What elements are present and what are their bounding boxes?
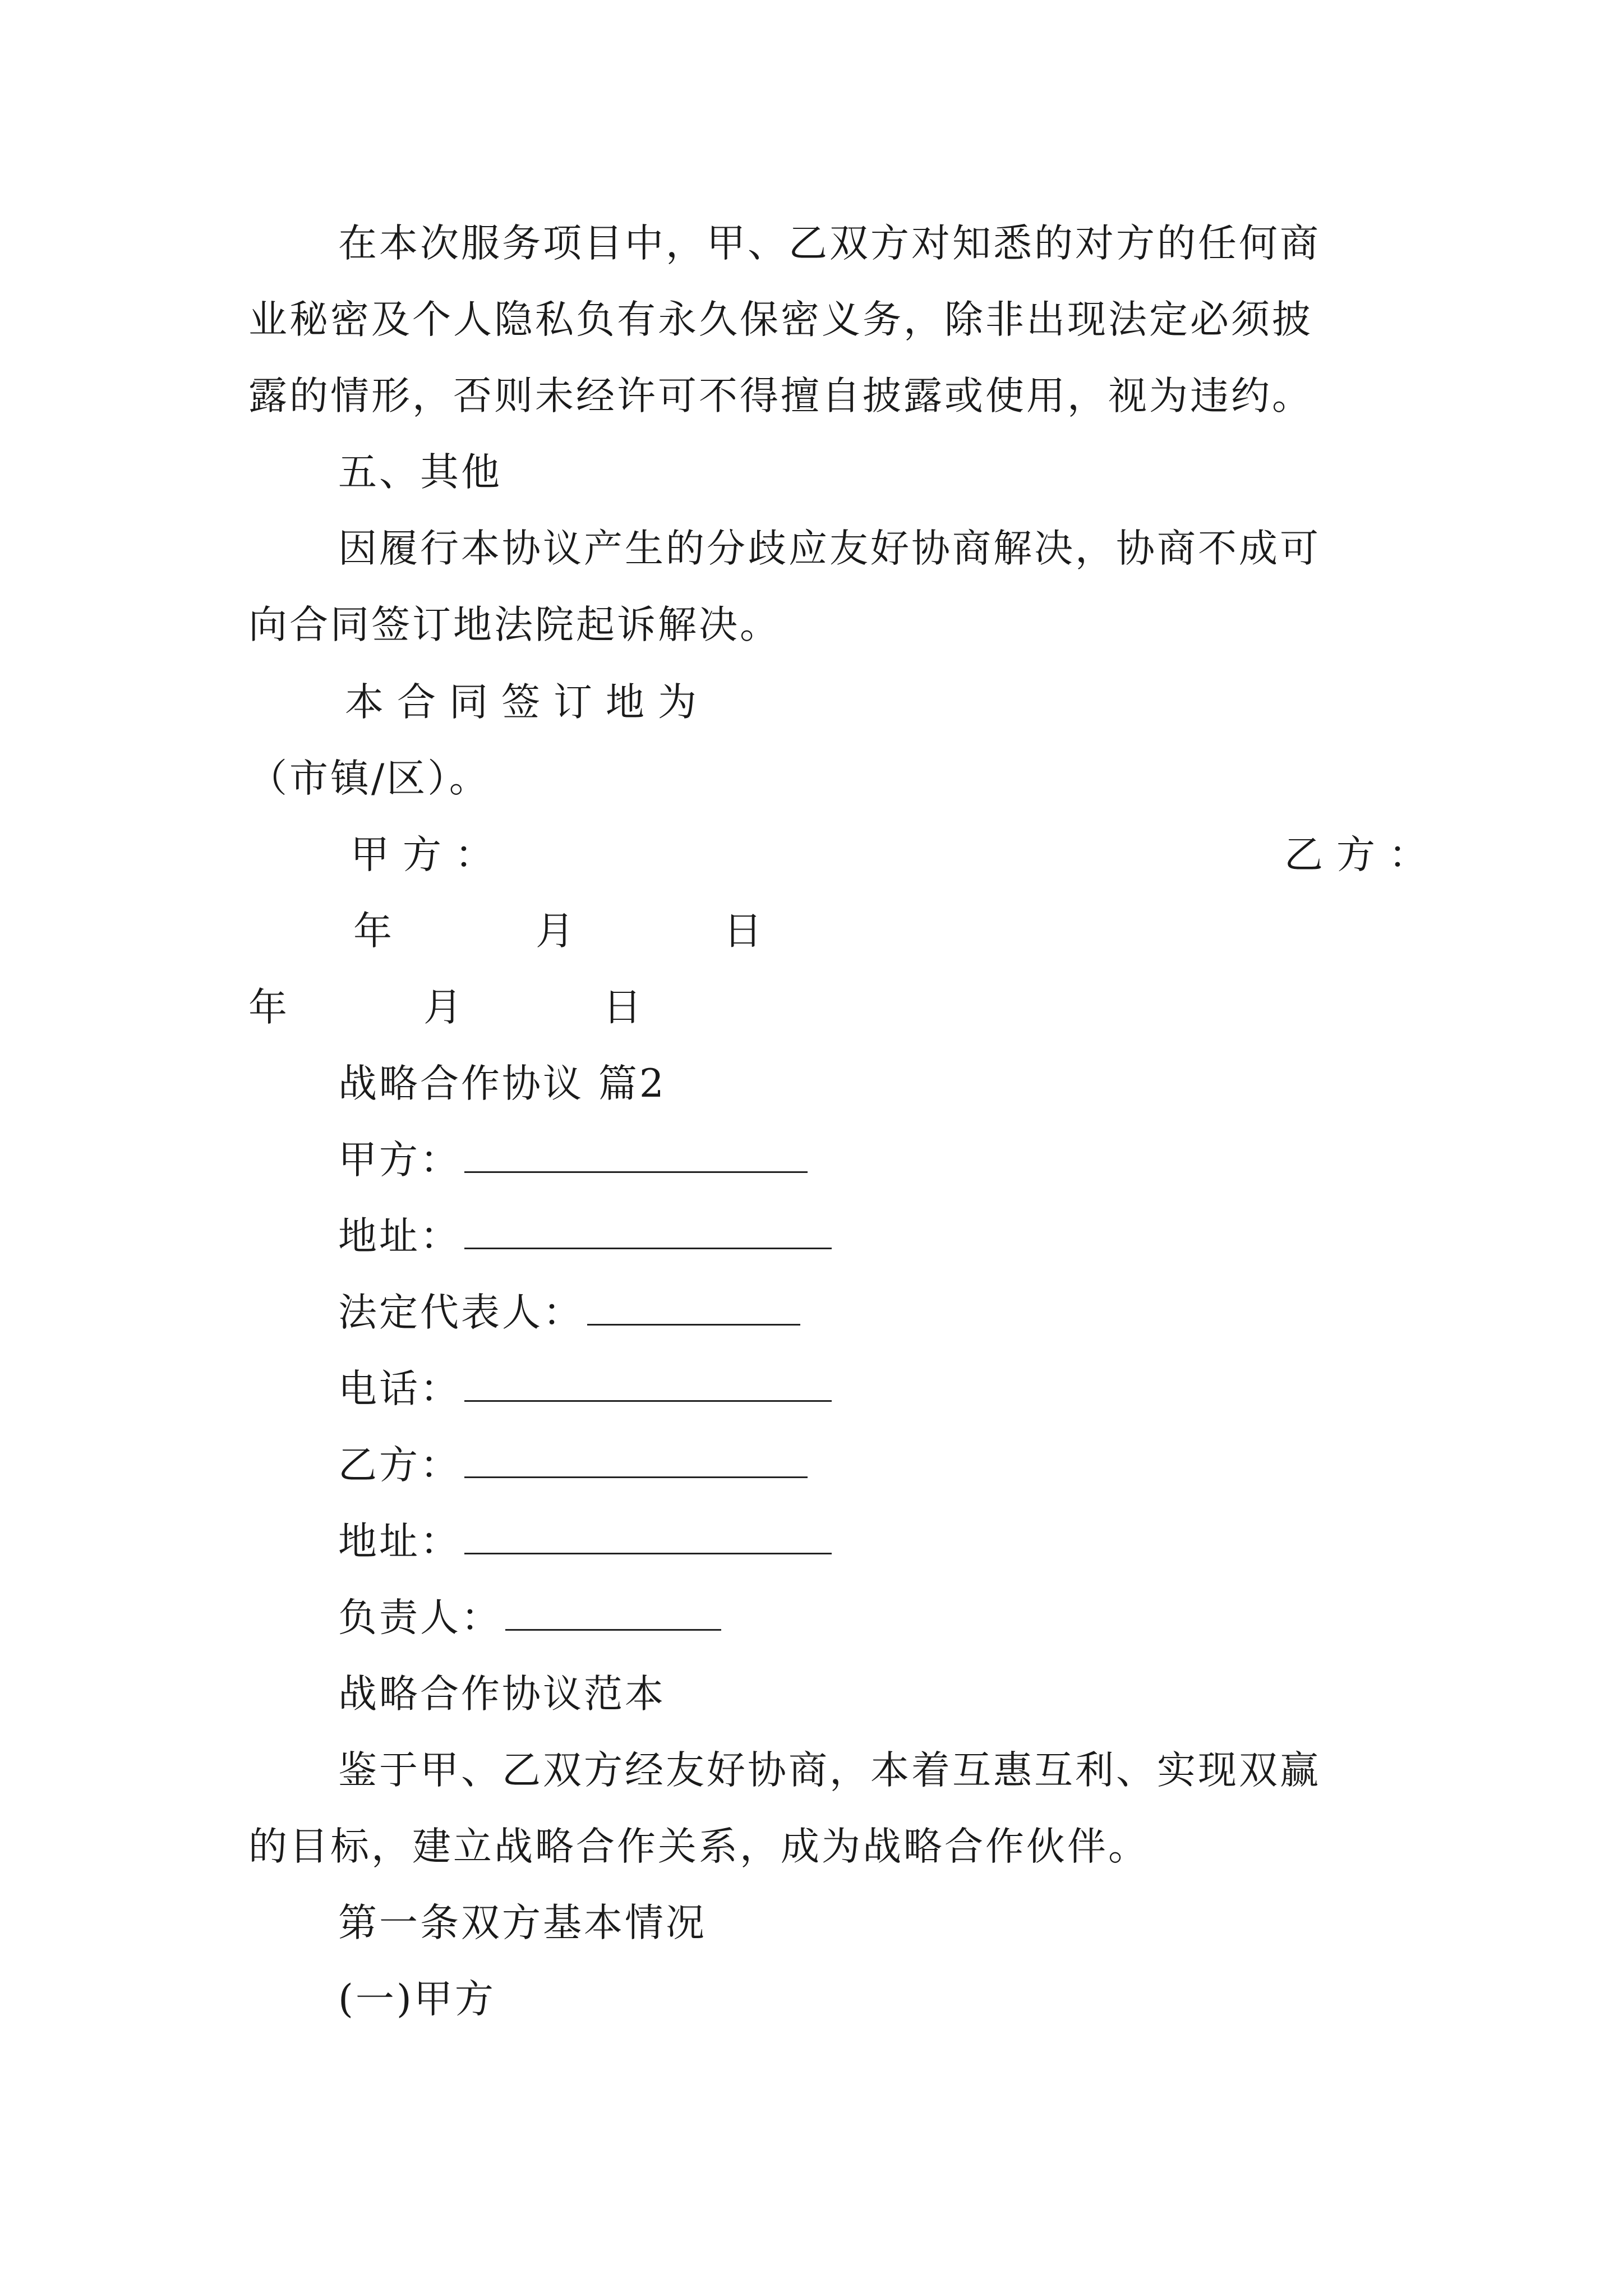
party-a-label: 甲方： [338, 1138, 461, 1182]
date-b-month: 月 [423, 985, 462, 1030]
template-title: 战略合作协议范本 [338, 1672, 666, 1717]
date-b-year: 年 [248, 985, 287, 1030]
party-a-blank-line [464, 1142, 808, 1173]
signing-place-line-1: 本合同签订地为 [345, 680, 710, 725]
date-a-day: 日 [723, 909, 762, 954]
date-b-day: 日 [603, 985, 642, 1030]
section-heading-other: 五、其他 [338, 450, 502, 495]
form-row-person-in-charge [338, 1595, 721, 1640]
paragraph-confidentiality-line-1: 在本次服务项目中，甲、乙双方对知悉的对方的任何商 [338, 221, 1321, 266]
paragraph-confidentiality-line-3: 露的情形，否则未经许可不得擅自披露或使用，视为违约。 [248, 374, 1313, 418]
person-in-charge-blank-line [505, 1600, 721, 1631]
paragraph-confidentiality-line-2: 业秘密及个人隐私负有永久保密义务，除非出现法定必须披 [248, 297, 1313, 342]
address-b-label: 地址： [338, 1519, 461, 1564]
form-row-address-a [338, 1214, 832, 1259]
phone-label: 电话： [338, 1366, 461, 1411]
article-title-part-2: 战略合作协议 篇2 [338, 1061, 666, 1106]
subsection-party-a-title: (一)甲方 [338, 1977, 496, 2022]
phone-blank-line [464, 1371, 832, 1402]
paragraph-whereas-line-2: 的目标，建立战略合作关系，成为战略合作伙伴。 [248, 1824, 1149, 1869]
party-b-label: 乙方： [338, 1443, 461, 1488]
paragraph-dispute-line-2: 向合同签订地法院起诉解决。 [248, 602, 781, 647]
address-b-blank-line [464, 1524, 832, 1554]
address-a-blank-line [464, 1218, 832, 1249]
form-row-address-b [338, 1519, 832, 1564]
legal-representative-label: 法定代表人： [338, 1290, 584, 1335]
form-row-party-b [338, 1443, 808, 1488]
article-one-title: 第一条双方基本情况 [338, 1901, 707, 1945]
paragraph-whereas-line-1: 鉴于甲、乙双方经友好协商，本着互惠互利、实现双赢 [338, 1748, 1321, 1793]
paragraph-dispute-line-1: 因履行本协议产生的分歧应友好协商解决，协商不成可 [338, 526, 1321, 571]
address-a-label: 地址： [338, 1214, 461, 1259]
party-b-signature-label: 乙方： [1284, 832, 1441, 877]
signing-place-line-2: （市镇/区）。 [248, 756, 490, 801]
person-in-charge-label: 负责人： [338, 1595, 502, 1640]
party-a-signature-label: 甲方： [351, 832, 507, 877]
legal-representative-blank-line [587, 1295, 800, 1326]
date-a-month: 月 [536, 909, 574, 954]
form-row-party-a [338, 1138, 808, 1182]
party-b-blank-line [464, 1447, 808, 1478]
date-a-year: 年 [353, 909, 392, 954]
form-row-phone [338, 1366, 832, 1411]
form-row-legal-representative [338, 1290, 800, 1335]
